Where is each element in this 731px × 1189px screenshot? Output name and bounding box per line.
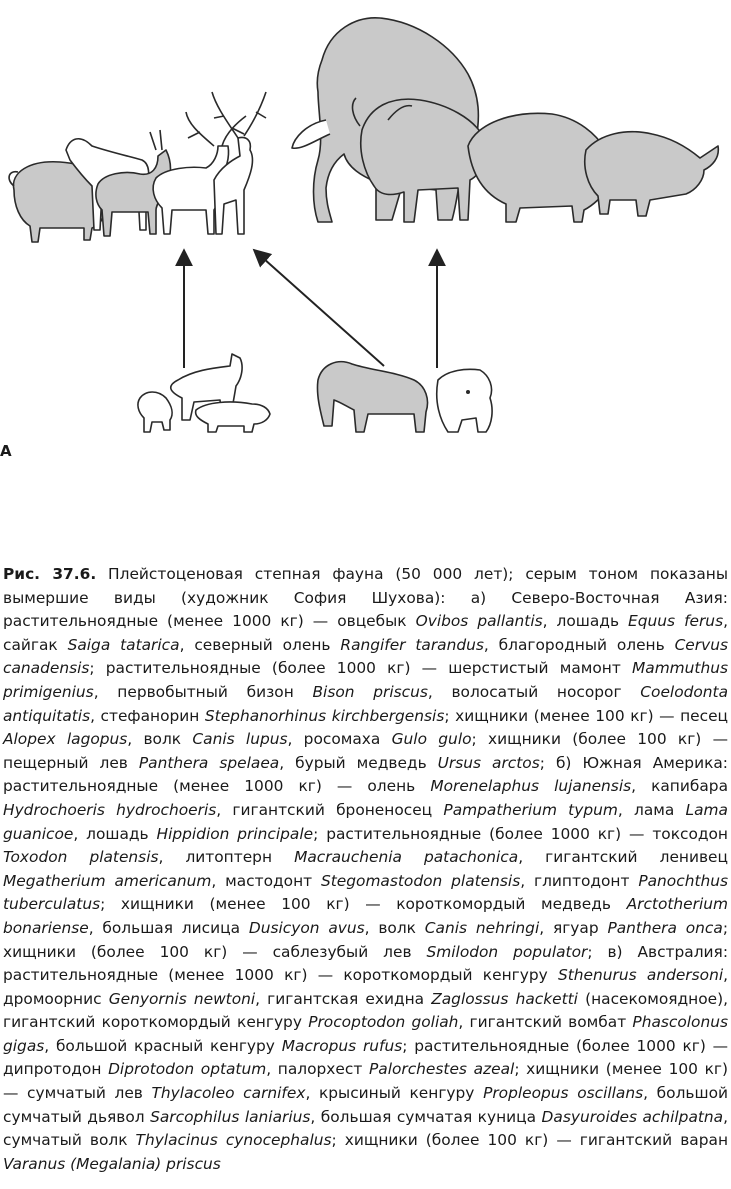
species-name: Macrauchenia patachonica — [294, 848, 519, 867]
caption-text: , первобытный бизон — [93, 682, 313, 701]
species-name: Pampatherium typum — [443, 800, 618, 819]
arrow-lion-to-small-herbivores — [254, 250, 384, 366]
caption-text: , мастодонт — [211, 871, 321, 890]
species-name: Coelodonta antiquitatis — [3, 682, 729, 725]
caption-text: , капибара — [631, 777, 728, 796]
caption-text: ; растительноядные (более 1000 кг) — дипротодон — [3, 1036, 729, 1079]
species-name: Dasyuroides achilpatna — [541, 1107, 724, 1126]
caption-text: , большая сумчатая куница — [310, 1107, 542, 1126]
caption-text: , ягуар — [539, 918, 608, 937]
species-name: Panthera onca — [607, 918, 723, 937]
species-name: Sthenurus andersoni — [557, 966, 724, 985]
species-name: Genyornis newtoni — [108, 989, 256, 1008]
caption-text: , волосатый носорог — [427, 682, 641, 701]
species-name: Saiga tatarica — [67, 635, 180, 654]
caption-text: , большой красный кенгуру — [44, 1036, 282, 1055]
caption-text: , сумчатый волк — [3, 1107, 728, 1150]
species-name: Arctotherium bonariense — [3, 895, 728, 937]
species-name: Equus ferus — [628, 612, 724, 631]
caption-text: ; хищники (более 100 кг) — гигантский варан — [331, 1131, 729, 1150]
species-name: Mammuthus primigenius — [3, 659, 728, 701]
arrows — [184, 250, 437, 368]
carnivores-large-group — [317, 362, 492, 432]
species-name: Lama guanicoe — [3, 800, 728, 843]
species-name: Phascolonus gigas — [3, 1013, 729, 1055]
species-name: Canis lupus — [192, 730, 288, 749]
caption-text: , гигантский броненосец — [216, 800, 444, 819]
caption-text: , палорхест — [266, 1060, 369, 1079]
species-name: Sarcophilus laniarius — [150, 1107, 311, 1126]
caption-text: , волк — [127, 730, 193, 749]
species-name: Smilodon populator — [426, 942, 588, 961]
species-name: Stephanorhinus kirchbergensis — [204, 706, 445, 725]
wolverine-drawing — [196, 402, 270, 432]
caption-text: ; хищники (более 100 кг) — саблезубый лев — [3, 918, 728, 961]
species-name: Panochthus tuberculatus — [3, 871, 729, 914]
species-name: Varanus (Megalania) priscus — [3, 1154, 221, 1173]
caption-text: ; б) Южная Америка: растительноядные (менее 1000 кг) — олень — [3, 753, 728, 796]
species-name: Thylacinus cynocephalus — [135, 1131, 332, 1150]
species-name: Hippidion principale — [156, 824, 314, 843]
caption-text: , лошадь — [542, 612, 629, 631]
caption-text: ; растительноядные (более 1000 кг) — шерстистый мамонт — [89, 659, 632, 678]
figure-illustration — [0, 0, 731, 470]
species-name: Thylacoleo carnifex — [151, 1084, 306, 1103]
caption-body — [3, 565, 728, 1173]
caption-text: , глиптодонт — [520, 871, 639, 890]
caption-lead: Рис. 37.6. — [3, 565, 97, 583]
caption-text: , благородный олень — [483, 635, 675, 654]
species-name: Ovibos pallantis — [415, 612, 543, 631]
caption-text: , литоптерн — [158, 848, 295, 867]
panel-label: A — [0, 442, 12, 460]
caption-text: , дромоорнис — [3, 966, 729, 1008]
species-name: Propleopus oscillans — [483, 1084, 644, 1103]
caption-text: , стефанорин — [90, 706, 205, 725]
species-name: Canis nehringi — [424, 918, 540, 937]
caption-text: , лошадь — [73, 824, 157, 843]
caption-text: (насекомоядное), гигантский короткомордый кенгуру — [3, 989, 728, 1032]
species-name: Cervus canadensis — [3, 635, 728, 678]
species-name: Zaglossus hacketti — [431, 989, 578, 1008]
brown-bear-drawing — [437, 369, 492, 432]
caption-text: , северный олень — [179, 635, 341, 654]
species-name: Toxodon platensis — [3, 848, 159, 867]
species-name: Panthera spelaea — [138, 753, 280, 772]
stephanorhinus-drawing — [585, 132, 719, 216]
caption-text: , гигантский ленивец — [518, 848, 729, 867]
caption-text: ; хищники (менее 100 кг) — сумчатый лев — [3, 1060, 729, 1103]
species-name: Hydrochoeris hydrochoeris — [3, 800, 217, 819]
caption-text: ; в) Австралия: растительноядные (менее 1000 кг) — короткомордый кенгуру — [3, 942, 729, 985]
caption-text: ; хищники (менее 100 кг) — песец — [444, 706, 729, 725]
caption-text: Плейстоценовая степная фауна (50 000 лет); серым тоном показаны вымершие виды (художник София Шухова): а) Северо-Восточная Азия: растительноядные (менее 1000 кг) — овцебык — [3, 565, 728, 631]
herbivores-small-group — [9, 92, 266, 242]
species-name: Stegomastodon platensis — [320, 871, 521, 890]
herbivores-large-group — [292, 18, 718, 222]
species-name: Ursus arctos — [437, 753, 540, 772]
species-name: Procoptodon goliah — [308, 1013, 459, 1032]
caption-text: , росомаха — [287, 730, 392, 749]
arctic-fox-drawing — [138, 392, 172, 432]
species-name: Gulo gulo — [391, 730, 472, 749]
caption-text: , бурый медведь — [279, 753, 438, 772]
caption-text: ; растительноядные (более 1000 кг) — токсодон — [313, 824, 728, 843]
species-name: Macropus rufus — [281, 1036, 403, 1055]
carnivores-small-group — [138, 354, 270, 432]
caption-text: , гигантский вомбат — [458, 1013, 633, 1032]
caption-text: , большая лисица — [88, 918, 249, 937]
cave-lion-drawing — [317, 362, 427, 432]
caption-text: , сайгак — [3, 612, 728, 654]
caption-text: ; хищники (более 100 кг) — пещерный лев — [3, 730, 728, 772]
species-name: Diprotodon optatum — [108, 1060, 267, 1079]
caption-text: , волк — [364, 918, 425, 937]
caption-text: , крысиный кенгуру — [305, 1084, 484, 1103]
species-name: Alopex lagopus — [3, 730, 128, 749]
species-name: Rangifer tarandus — [340, 635, 484, 654]
fauna-illustration — [0, 0, 731, 470]
caption-text: , лама — [617, 800, 686, 819]
caption-text: ; хищники (менее 100 кг) — короткомордый медведь — [100, 895, 627, 914]
caption-text: , гигантская ехидна — [255, 989, 432, 1008]
figure-caption — [3, 563, 728, 1176]
species-name: Dusicyon avus — [248, 918, 365, 937]
species-name: Bison priscus — [312, 682, 428, 701]
caption-text: , большой сумчатый дьявол — [3, 1084, 728, 1126]
species-name: Megatherium americanum — [3, 871, 212, 890]
species-name: Palorchestes azeal — [368, 1060, 515, 1079]
species-name: Morenelaphus lujanensis — [430, 777, 632, 796]
